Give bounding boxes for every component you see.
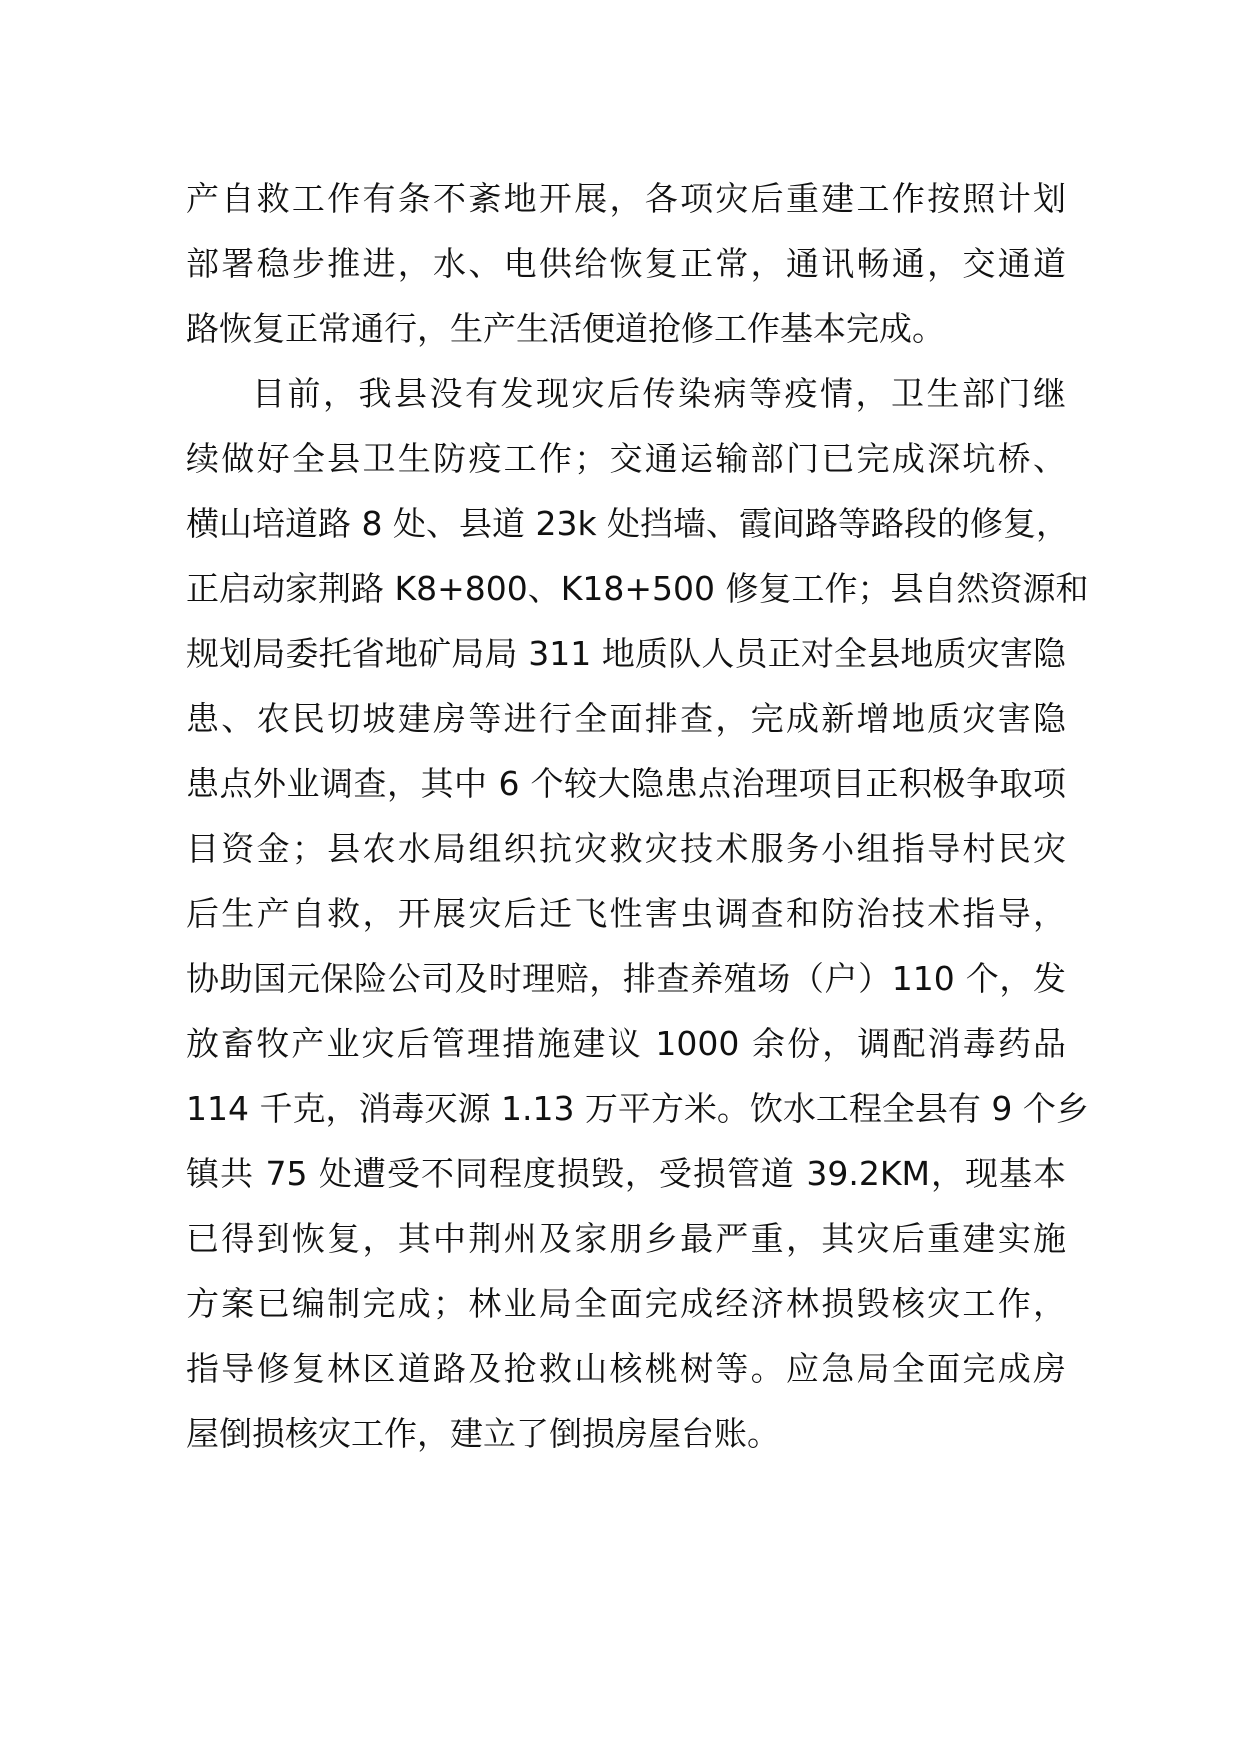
- text-line: 镇共 75 处遭受不同程度损毁，受损管道 39.2KM，现基本: [186, 1154, 1066, 1193]
- text-line: 目资金；县农水局组织抗灾救灾技术服务小组指导村民灾: [186, 829, 1066, 868]
- paragraph-1: [186, 166, 1066, 361]
- text-line: 目前，我县没有发现灾后传染病等疫情，卫生部门继: [252, 374, 1066, 413]
- text-line: 后生产自救，开展灾后迁飞性害虫调查和防治技术指导，: [186, 894, 1066, 933]
- text-line: 患点外业调查，其中 6 个较大隐患点治理项目正积极争取项: [186, 764, 1066, 803]
- paragraph-2: [186, 361, 1089, 1466]
- text-line: 方案已编制完成；林业局全面完成经济林损毁核灾工作，: [186, 1284, 1066, 1323]
- text-line: 患、农民切坡建房等进行全面排查，完成新增地质灾害隐: [186, 699, 1066, 738]
- text-line: 屋倒损核灾工作，建立了倒损房屋台账。: [186, 1414, 780, 1453]
- text-line: 放畜牧产业灾后管理措施建议 1000 余份，调配消毒药品: [186, 1024, 1066, 1063]
- document-body: [186, 166, 1089, 1466]
- text-line: 正启动家荆路 K8+800、K18+500 修复工作；县自然资源和: [186, 569, 1089, 608]
- text-line: 114 千克，消毒灭源 1.13 万平方米。饮水工程全县有 9 个乡: [186, 1089, 1089, 1128]
- text-line: 横山培道路 8 处、县道 23k 处挡墙、霞间路等路段的修复，: [186, 504, 1070, 543]
- text-line: 协助国元保险公司及时理赔，排查养殖场（户）110 个，发: [186, 959, 1066, 998]
- text-line: 路恢复正常通行，生产生活便道抢修工作基本完成。: [186, 309, 945, 348]
- text-line: 规划局委托省地矿局局 311 地质队人员正对全县地质灾害隐: [186, 634, 1066, 673]
- text-line: 部署稳步推进，水、电供给恢复正常，通讯畅通，交通道: [186, 244, 1066, 283]
- text-line: 已得到恢复，其中荆州及家朋乡最严重，其灾后重建实施: [186, 1219, 1066, 1258]
- text-line: 产自救工作有条不紊地开展，各项灾后重建工作按照计划: [186, 179, 1066, 218]
- text-line: 指导修复林区道路及抢救山核桃树等。应急局全面完成房: [186, 1349, 1066, 1388]
- text-line: 续做好全县卫生防疫工作；交通运输部门已完成深坑桥、: [186, 439, 1066, 478]
